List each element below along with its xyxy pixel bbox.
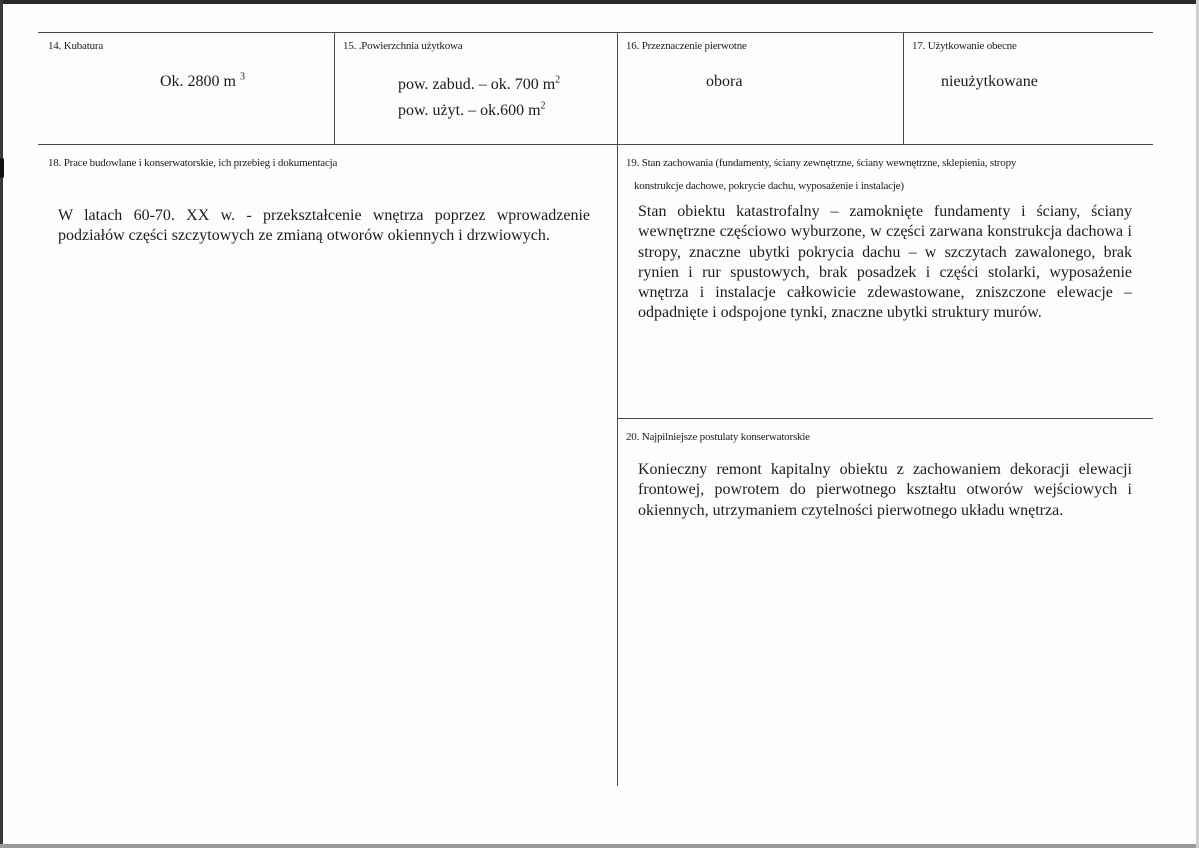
powierzchnia-uzytkowa-text: pow. użyt. – ok.600 m [398, 102, 541, 119]
scan-edge-bottom [0, 844, 1199, 848]
scan-binding-mark [0, 158, 4, 178]
stan-label-line2: konstrukcje dachowe, pokrycie dachu, wyposażenie i instalacje) [634, 180, 904, 192]
przeznaczenie-label: 16. Przeznaczenie pierwotne [626, 40, 747, 52]
powierzchnia-uzytkowa-sup: 2 [540, 100, 546, 112]
scan-edge-top [0, 0, 1199, 4]
stan-text: Stan obiektu katastrofalny – zamoknięte fundamenty i ściany, ściany wewnętrzne częściowo wyburzone, w części zarwana konstrukcja dachowa i stropy, znaczne ubytki pokrycia dachu – w szczytach zawalonego, brak rynien i rur spustowych, brak posadzek i części stolarki, wyposażenie wnętrza i instalacje całkowicie zdewastowane, zniszczone elewacje – odpadnięte i odspojone tynki, znaczne ubytki struktury murów. [638, 203, 1132, 322]
kubatura-label: 14. Kubatura [48, 40, 104, 52]
prace-text: W latach 60-70. XX w. - przekształcenie wnętrza poprzez wprowadzenie podziałów części szczytowych ze zmianą otworów okiennych i drzwiowych. [58, 207, 590, 245]
column-divider-main [617, 32, 618, 786]
uzytkowanie-value: nieużytkowane [941, 73, 1038, 90]
stan-label-line1: 19. Stan zachowania (fundamenty, ściany zewnętrzne, ściany wewnętrzne, sklepienia, stropy [626, 157, 1017, 169]
kubatura-value [160, 72, 245, 92]
prace-label: 18. Prace budowlane i konserwatorskie, ich przebieg i dokumentacja [48, 157, 338, 169]
powierzchnia-zabudowy-text: pow. zabud. – ok. 700 m [398, 76, 556, 93]
column-divider-14-15 [334, 32, 335, 144]
powierzchnia-zabudowy-sup: 2 [555, 74, 561, 86]
postulaty-text: Konieczny remont kapitalny obiektu z zachowaniem dekoracji elewacji frontowej, powrotem do pierwotnego kształtu otworów wejściowych i okiennych, utrzymaniem czytelności pierwotnego układu wnętrza. [638, 461, 1132, 519]
powierzchnia-uzytkowa [398, 101, 546, 121]
powierzchnia-zabudowy [398, 75, 560, 95]
kubatura-value-text: Ok. 2800 m [160, 73, 236, 90]
table-row-divider [38, 144, 1153, 145]
postulaty-label: 20. Najpilniejsze postulaty konserwatorskie [626, 431, 810, 443]
scan-edge-left [0, 0, 3, 848]
przeznaczenie-value: obora [706, 73, 743, 90]
kubatura-value-sup: 3 [240, 71, 245, 83]
section-20-divider [617, 418, 1153, 419]
uzytkowanie-label: 17. Użytkowanie obecne [912, 40, 1017, 52]
table-top-rule [38, 32, 1153, 33]
powierzchnia-label: 15. .Powierzchnia użytkowa [343, 40, 463, 52]
column-divider-16-17 [903, 32, 904, 144]
